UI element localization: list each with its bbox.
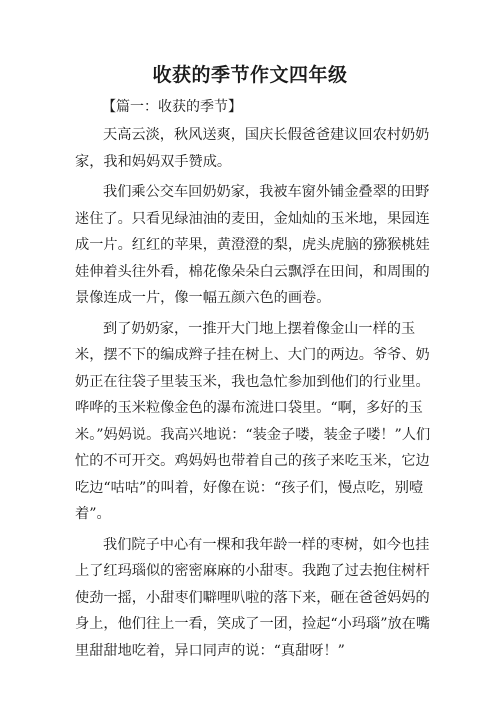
- document-body: [75, 122, 435, 668]
- paragraph: 到了奶奶家，一推开大门地上摆着像金山一样的玉米，摆不下的编成辫子挂在树上、大门的两边。爷爷、奶奶正在往袋子里装玉米，我也急忙参加到他们的行业里。哗哗的玉米粒像金色的瀑布流进口袋里。“啊，多好的玉米。”妈妈说。我高兴地说：“装金子喽，装金子喽！”人们忙的不可开交。鸡妈妈也带着自己的孩子来吃玉米，它边吃边“咕咕”的叫着，好像在说：“孩子们，慢点吃，别噎着”。: [75, 320, 431, 522]
- paragraph: 我们乘公交车回奶奶家，我被车窗外铺金叠翠的田野迷住了。只看见绿油油的麦田，金灿灿的玉米地，果园连成一片。红红的苹果，黄澄澄的梨，虎头虎脑的猕猴桃娃娃伸着头往外看，棉花像朵朵白云飘浮在田间，和周围的景像连成一片，像一幅五颜六色的画卷。: [75, 184, 430, 306]
- section-heading: 【篇一：收获的季节】: [102, 99, 242, 115]
- page-title: 收获的季节作文四年级: [152, 64, 348, 86]
- paragraph: 我们院子中心有一棵和我年龄一样的枣树，如今也挂上了红玛瑙似的密密麻麻的小甜枣。我跑了过去抱住树杆使劲一摇，小甜枣们噼哩叭啦的落下来，砸在爸爸妈妈的身上，他们往上一看，笑成了一团，捡起“小玛瑙”放在嘴里甜甜地吃着，异口同声的说：“真甜呀！”: [75, 536, 431, 659]
- paragraph: 天高云淡，秋风送爽，国庆长假爸爸建议回农村奶奶家，我和妈妈双手赞成。: [75, 127, 430, 170]
